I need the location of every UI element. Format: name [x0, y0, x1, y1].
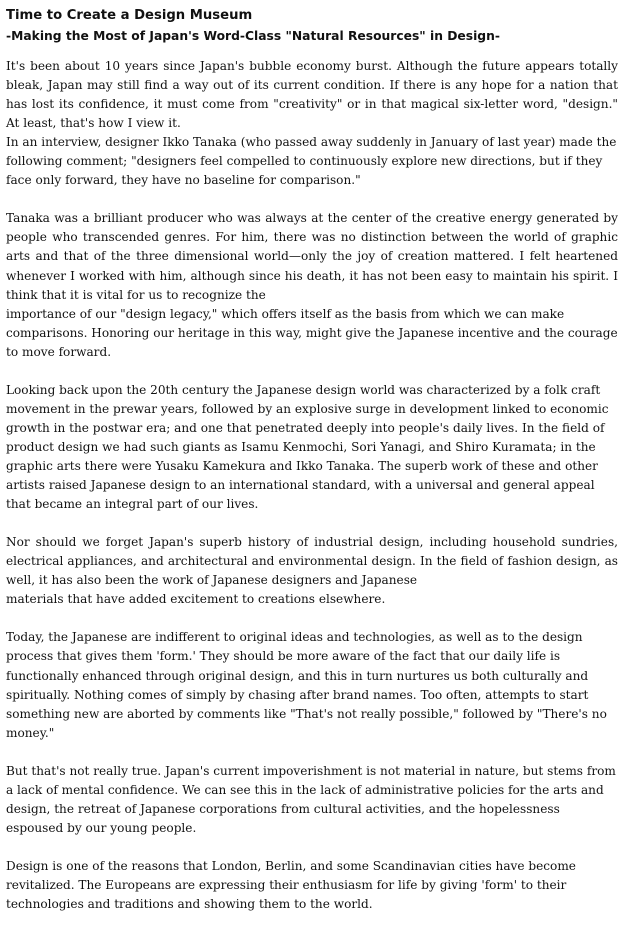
document-page: [6, 6, 618, 933]
paragraph-text: Looking back upon the 20th century the Japanese design world was characterized by a folk craft movement in the prewar years, followed by an explosive surge in development linked to economic growth in the postwar era; and one that penetrated deeply into people's daily lives. In the field of product design we had such giants as Isamu Kenmochi, Sori Yanagi, and Shiro Kuramata; in the graphic arts there were Yusaku Kamekura and Ikko Tanaka. The superb work of these and other artists raised Japanese design to an international standard, with a universal and general appeal that became an integral part of our lives.: [6, 382, 609, 512]
paragraph-3: [6, 381, 618, 514]
paragraph-text: materials that have added excitement to creations elsewhere.: [6, 592, 386, 607]
paragraph-text: Nor should we forget Japan's superb history of industrial design, including household sundries, electrical appliances, and architectural and environmental design. In the field of fashion design, as well, it has also been the work of Japanese designers and Japanese: [6, 535, 618, 588]
paragraph-text: Tanaka was a brilliant producer who was always at the center of the creative energy generated by people who transcended genres. For him, there was no distinction between the world of graphic arts and that of the three dimensional world—only the joy of creation mattered. I felt heartened whenever I worked with him, although since his death, it has not been easy to maintain his spirit. I think that it is vital for us to recognize the: [6, 211, 618, 302]
paragraph-text: But that's not really true. Japan's current impoverishment is not material in nature, but stems from a lack of mental confidence. We can see this in the lack of administrative policies for the arts and design, the retreat of Japanese corporations from cultural activities, and the hopelessness espoused by our young people.: [6, 763, 616, 835]
paragraph-text: importance of our "design legacy," which offers itself as the basis from which we can make comparisons. Honoring our heritage in this way, might give the Japanese incentive and the courage to move forward.: [6, 306, 618, 359]
paragraph-text: In an interview, designer Ikko Tanaka (who passed away suddenly in January of last year) made the following comment; "designers feel compelled to continuously explore new directions, but if they face only forward, they have no baseline for comparison.": [6, 135, 617, 188]
paragraph-5: [6, 628, 618, 742]
paragraph-7: [6, 857, 618, 914]
paragraph-text: Today, the Japanese are indifferent to original ideas and technologies, as well as to the design process that gives them 'form.' They should be more aware of the fact that our daily life is functionally enhanced through original design, and this in turn nurtures us both culturally and spiritually. Nothing comes of simply by chasing after brand names. Too often, attempts to start something new are aborted by comments like "That's not really possible," followed by "There's no money.": [6, 630, 607, 740]
paragraph-2: [6, 209, 618, 361]
document-title: Time to Create a Design Museum: [6, 8, 253, 23]
paragraph-6: [6, 762, 618, 838]
paragraph-text: It's been about 10 years since Japan's bubble economy burst. Although the future appears totally bleak, Japan may still find a way out of its current condition. If there is any hope for a nation that has lost its confidence, it must come from "creativity" or in that magical six-letter word, "design." At least, that's how I view it.: [6, 59, 618, 131]
paragraph-1: [6, 57, 618, 190]
paragraph-text: Design is one of the reasons that London, Berlin, and some Scandinavian cities have become revitalized. The Europeans are expressing their enthusiasm for life by giving 'form' to their technologies and traditions and showing them to the world.: [6, 858, 576, 912]
document-subtitle: -Making the Most of Japan's Word-Class "Natural Resources" in Design-: [6, 29, 500, 43]
paragraph-4: [6, 533, 618, 609]
